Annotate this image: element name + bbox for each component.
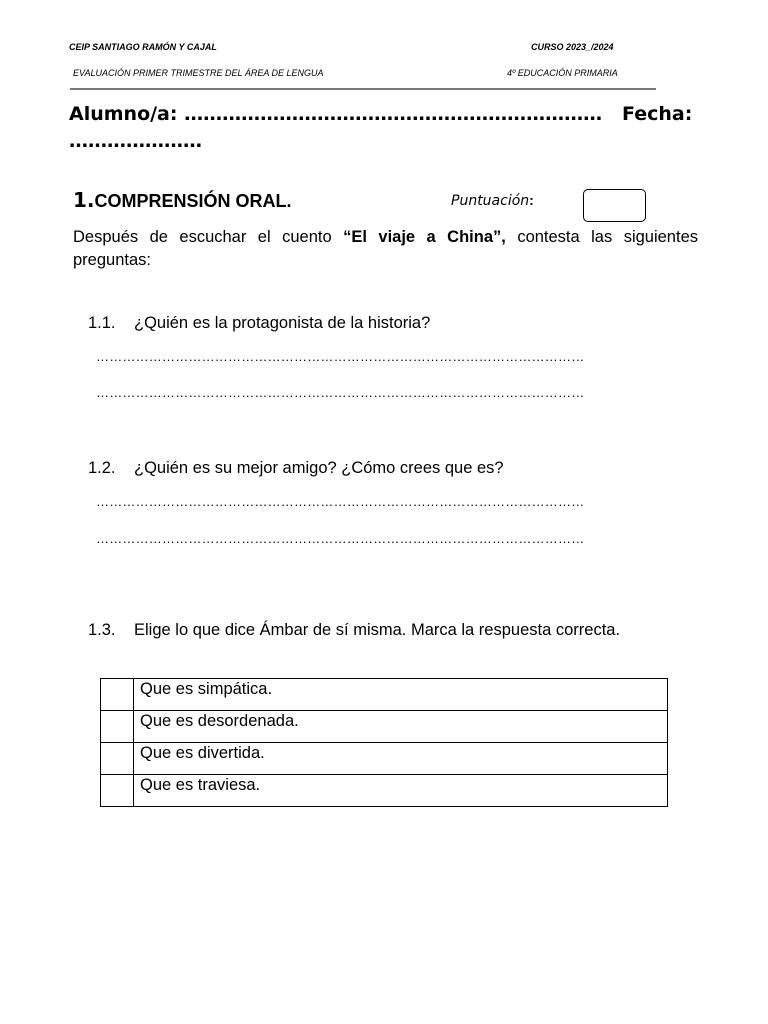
option-row	[101, 711, 668, 743]
option-checkbox[interactable]	[101, 743, 134, 775]
date-field[interactable]: …………………	[69, 130, 202, 152]
option-row	[101, 743, 668, 775]
option-row	[101, 775, 668, 807]
evaluation-title: EVALUACIÓN PRIMER TRIMESTRE DEL ÁREA DE LENGUA	[73, 68, 324, 78]
question-1-1-text: ¿Quién es la protagonista de la historia?	[134, 314, 431, 332]
score-label-wrap	[451, 192, 534, 210]
score-label: Puntuación	[451, 193, 530, 209]
section-heading	[73, 188, 292, 212]
option-checkbox[interactable]	[101, 679, 134, 711]
option-row	[101, 679, 668, 711]
school-name: CEIP SANTIAGO RAMÓN Y CAJAL	[69, 42, 217, 52]
score-colon: :	[529, 192, 534, 208]
answer-line[interactable]: …………………………………………………………………………………………………	[96, 349, 585, 364]
option-checkbox[interactable]	[101, 711, 134, 743]
header-divider	[70, 88, 656, 90]
section-number: 1.	[73, 188, 95, 212]
date-label: Fecha:	[622, 103, 693, 125]
answer-line[interactable]: …………………………………………………………………………………………………	[96, 385, 585, 400]
question-1-2-number: 1.2.	[88, 459, 116, 477]
story-title: “El viaje a China”,	[343, 228, 506, 246]
option-label: Que es traviesa.	[134, 775, 668, 807]
intro-paragraph	[73, 226, 698, 272]
question-1-3-number: 1.3.	[88, 621, 116, 639]
options-table	[100, 678, 668, 807]
option-label: Que es simpática.	[134, 679, 668, 711]
course-year: CURSO 2023_/2024	[531, 42, 614, 52]
intro-text-end: contesta las siguientes preguntas:	[73, 228, 698, 269]
answer-line[interactable]: …………………………………………………………………………………………………	[96, 531, 585, 546]
question-1-2-text: ¿Quién es su mejor amigo? ¿Cómo crees que es?	[134, 459, 504, 477]
option-label: Que es divertida.	[134, 743, 668, 775]
option-label: Que es desordenada.	[134, 711, 668, 743]
question-1-3-text: Elige lo que dice Ámbar de sí misma. Marca la respuesta correcta.	[134, 621, 621, 639]
section-title: COMPRENSIÓN ORAL.	[94, 191, 292, 211]
option-checkbox[interactable]	[101, 775, 134, 807]
student-name-field[interactable]: Alumno/a: …………………………………………………………	[69, 103, 603, 125]
score-box[interactable]	[583, 189, 646, 222]
grade-level: 4º EDUCACIÓN PRIMARIA	[507, 68, 618, 78]
answer-line[interactable]: …………………………………………………………………………………………………	[96, 494, 585, 509]
intro-text: Después de escuchar el cuento	[73, 228, 344, 246]
question-1-1-number: 1.1.	[88, 314, 116, 332]
